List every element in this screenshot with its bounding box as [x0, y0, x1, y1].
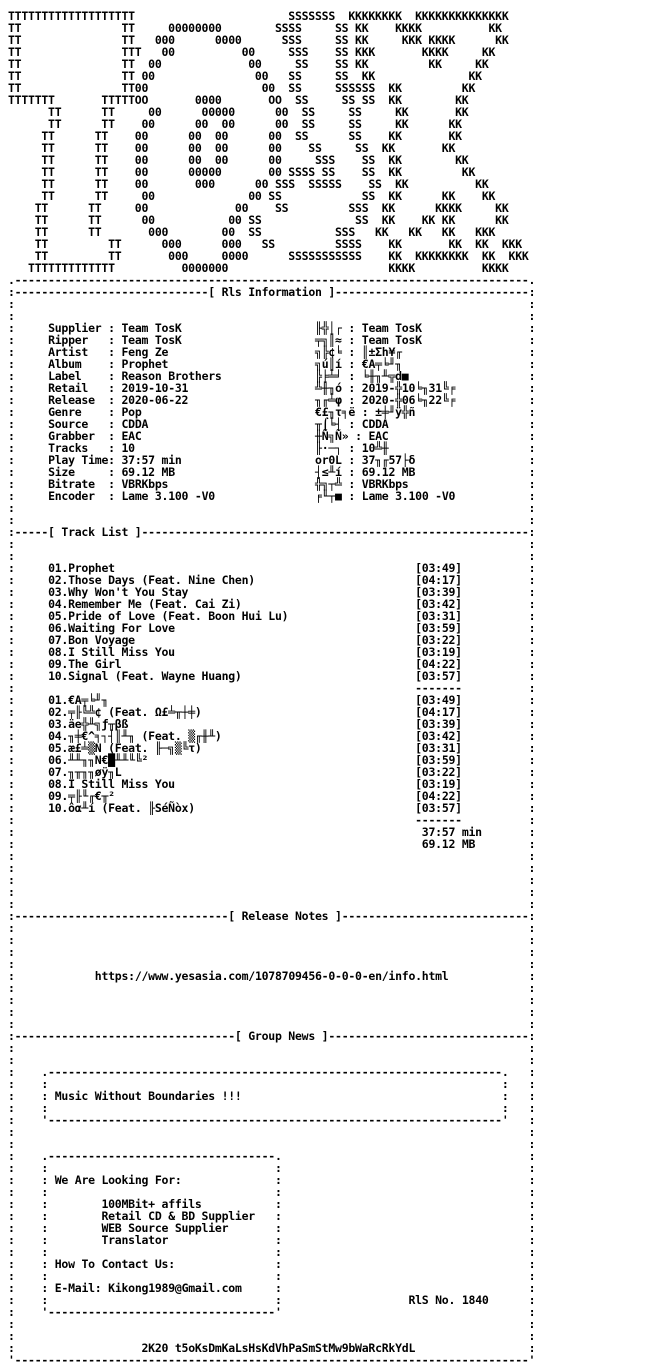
- track-title: 05.Pride of Love (Feat. Boon Hui Lu): [48, 609, 289, 623]
- info-value-garbled: Team TosK: [361, 333, 422, 347]
- info-value: EAC: [121, 429, 142, 443]
- release-notes-heading: [ Release Notes ]: [228, 909, 342, 923]
- info-value: 10: [121, 441, 135, 455]
- contact-heading-row: : : How To Contact Us: : :: [8, 1257, 536, 1271]
- looking-item: Retail CD & BD Supplier: [101, 1209, 255, 1223]
- track-duration: [03:31]: [415, 609, 462, 623]
- track-row: : 01.€A╤╘╜╖ [03:49] :: [8, 693, 536, 707]
- logo-art-line: TT TT 00 00 00 00 SS SS KK KK: [8, 141, 456, 155]
- group-news-heading: [ Group News ]: [234, 1029, 329, 1043]
- info-value-garbled: EAC: [368, 429, 389, 443]
- info-row: : Artist : Feng Ze ╗╠¢╘ : ║±Σh¥╓ :: [8, 345, 536, 359]
- track-duration: [04:22]: [415, 657, 462, 671]
- logo-art-line: TT TT 000 00 SS SSS KK KK KK KKK: [8, 225, 496, 239]
- track-duration: [04:22]: [415, 789, 462, 803]
- looking-item: 100MBit+ affils: [101, 1197, 202, 1211]
- nfo-text-document: [8, 10, 664, 1366]
- box-blank: : :: [8, 873, 536, 887]
- slogan-box-blank: : : : :: [8, 1077, 536, 1091]
- box-blank: : :: [8, 1317, 536, 1331]
- info-value-garbled: 10╩╫: [361, 441, 389, 455]
- track-row: : 01.Prophet [03:49] :: [8, 561, 536, 575]
- info-label: Bitrate: [48, 477, 95, 491]
- track-title: 03.äe╬╨╗ƒ╥βß: [48, 717, 129, 731]
- info-value-garbled: 37╖╓57├δ: [361, 453, 416, 467]
- track-row: : 09.╤╟╙╓€╥² [04:22] :: [8, 789, 536, 803]
- track-row: : 02.Those Days (Feat. Nine Chen) [04:17] :: [8, 573, 536, 587]
- slogan-row: : : Music Without Boundaries !!! : :: [8, 1089, 536, 1103]
- track-title: 06.╨╨╖╖N€█╨╨╙╚²: [48, 753, 149, 767]
- logo-art-line: TT TT 00 00 00 00 SSS SS KK KK: [8, 153, 469, 167]
- info-label-garbled: ╟╬│┌: [315, 321, 342, 335]
- track-duration: [03:22]: [415, 633, 462, 647]
- box-blank: : :: [8, 849, 536, 863]
- info-value: 2019-10-31: [121, 381, 189, 395]
- track-title: 10.Signal (Feat. Wayne Huang): [48, 669, 242, 683]
- info-value: Feng Ze: [121, 345, 169, 359]
- track-duration: [03:59]: [415, 753, 462, 767]
- info-label: Ripper: [48, 333, 89, 347]
- track-title: 05.æ£╧▒N (Feat. ╟─╗▒╚τ): [48, 741, 202, 755]
- info-value-garbled: VBRKbps: [361, 477, 409, 491]
- info-label-garbled: ╤╗║≈: [315, 333, 342, 347]
- info-value-garbled: 69.12 MB: [361, 465, 416, 479]
- logo-art-line: TT TT 00 00 00 00 SS SS KK KK: [8, 117, 462, 131]
- track-duration: [03:31]: [415, 741, 462, 755]
- looking-item-row: : : Retail CD & BD Supplier : :: [8, 1209, 536, 1223]
- total-time: 37:57 min: [421, 825, 482, 839]
- slogan-box-top: : .--------------------------------------------------------------------. :: [8, 1065, 536, 1079]
- track-row: : 03.äe╬╨╗ƒ╥βß [03:39] :: [8, 717, 536, 731]
- slogan-box-bottom: : '--------------------------------------------------------------------' :: [8, 1113, 536, 1127]
- info-value: Pop: [121, 405, 142, 419]
- track-title: 04.Remember Me (Feat. Cai Zi): [48, 597, 242, 611]
- info-value: Lame 3.100 -V0: [121, 489, 215, 503]
- track-title: 03.Why Won't You Stay: [48, 585, 189, 599]
- track-row: : 10.ôα╨í (Feat. ╟SéÑòx) [03:57] :: [8, 801, 536, 815]
- box-blank: : :: [8, 981, 536, 995]
- logo-art-line: TT TT 00 00000 00 SS SS KK KK: [8, 105, 469, 119]
- email-row: : : E-Mail: Kikong1989@Gmail.com : :: [8, 1281, 536, 1295]
- logo-art-line: TT TT 000 000 SS SSSS KK KK KK KKK: [8, 237, 522, 251]
- box-blank: : :: [8, 309, 536, 323]
- info-label-garbled: or0L: [315, 453, 342, 467]
- logo-art-line: TT TT 000 0000 SSSSSSSSSSS KK KKKKKKKK KK KKK: [8, 249, 529, 263]
- track-duration: [03:57]: [415, 801, 462, 815]
- info-row: : Play Time: 37:57 min or0L : 37╖╓57├δ :: [8, 453, 536, 467]
- track-separator: : ------- :: [8, 813, 536, 827]
- track-title: 02.╤╟╚╩¢ (Feat. Ω£╧╥┼╪): [48, 705, 202, 719]
- info-label: Supplier: [48, 321, 102, 335]
- box-blank: : :: [8, 1137, 536, 1151]
- track-duration: [03:57]: [415, 669, 462, 683]
- rls-no-value: 1840: [461, 1293, 489, 1307]
- logo-art-line: TT TT00 00 SS SSSSSS KK KK: [8, 81, 476, 95]
- logo-art-line: TT TT 00 00 SS SSS KK KKKK KK: [8, 201, 509, 215]
- info-value: Team TosK: [121, 333, 182, 347]
- logo-art-line: TT TT 000 0000 SSS SS KK KKK KKKK KK: [8, 33, 509, 47]
- box-blank: : :: [8, 921, 536, 935]
- info-label: Label: [48, 369, 82, 383]
- track-title: 08.I Still Miss You: [48, 645, 175, 659]
- logo-art-line: TT TT 00000000 SSSS SS KK KKKK KK: [8, 21, 502, 35]
- looking-heading-row: : : We Are Looking For: : :: [8, 1173, 536, 1187]
- info-value-garbled: 2019-╬10╘╖31╚╒: [361, 381, 456, 395]
- info-value: 2020-06-22: [121, 393, 189, 407]
- footer-signature: 2K20 t5oKsDmKaLsHsKdVhPaSmStMw9bWaRcRkYdL: [141, 1341, 416, 1355]
- info-value: 37:57 min: [121, 453, 182, 467]
- logo-art-line: TT TT 00 000 00 SSS SSSSS SS KK KK: [8, 177, 489, 191]
- info-value: Team TosK: [121, 321, 182, 335]
- track-duration: [03:22]: [415, 765, 462, 779]
- looking-box-blank: : : : :: [8, 1245, 536, 1259]
- info-row: : Supplier : Team TosK ╟╬│┌ : Team TosK :: [8, 321, 536, 335]
- info-label-garbled: ╥⌠╘┤: [315, 417, 342, 431]
- slogan-text: Music Without Boundaries !!!: [54, 1089, 242, 1103]
- info-row: : Encoder : Lame 3.100 -V0 ╒╙┬■ : Lame 3.100 -V0 :: [8, 489, 536, 503]
- logo-art-line: TT TT 00 00 SS SS KK KK KK KK: [8, 213, 509, 227]
- track-row: : 06.Waiting For Love [03:59] :: [8, 621, 536, 635]
- info-label: Release: [48, 393, 95, 407]
- info-value-garbled: CDDA: [361, 417, 389, 431]
- box-blank: : :: [8, 297, 536, 311]
- info-label-garbled: ╫Ñ╗Ñ»: [315, 429, 349, 443]
- total-time-row: : 37:57 min :: [8, 825, 536, 839]
- info-row: : Bitrate : VBRKbps ╬╗┬╩ : VBRKbps :: [8, 477, 536, 491]
- logo-art-line: TTTTTTT TTTTTOO 0000 OO SS SS SS KK KK: [8, 93, 469, 107]
- box-blank: : :: [8, 513, 536, 527]
- looking-item-row: : : 100MBit+ affils : :: [8, 1197, 536, 1211]
- track-list-heading-line: :-----[ Track List ]----------------------------------------------------------:: [8, 525, 536, 539]
- looking-item-row: : : Translator : :: [8, 1233, 536, 1247]
- info-value: Reason Brothers: [121, 369, 222, 383]
- looking-box-top: : .----------------------------------. :: [8, 1149, 536, 1163]
- track-duration: [04:17]: [415, 573, 462, 587]
- box-blank: : :: [8, 501, 536, 515]
- group-news-heading-line: :---------------------------------[ Group News ]------------------------------:: [8, 1029, 536, 1043]
- box-blank: : :: [8, 993, 536, 1007]
- info-label: Size: [48, 465, 75, 479]
- logo-art-line: TT TT 00 00 SS SS KK KK KK: [8, 57, 489, 71]
- info-value-garbled: ±╪╜ÿ╬ñ: [375, 405, 416, 419]
- info-row: : Size : 69.12 MB ┤≤╨í : 69.12 MB :: [8, 465, 536, 479]
- info-row: : Release : 2020-06-22 ╖╓╧φ : 2020-╬06╘╖22╚╒ :: [8, 393, 536, 407]
- email-label: E-Mail:: [54, 1281, 102, 1295]
- box-blank: : :: [8, 1329, 536, 1343]
- track-title: 01.Prophet: [48, 561, 115, 575]
- info-label-garbled: ┤≤╨í: [315, 465, 342, 479]
- track-row: : 07.Bon Voyage [03:22] :: [8, 633, 536, 647]
- track-title: 07.╖╥╖╖øÿ╖L: [48, 765, 122, 779]
- looking-box-blank: : : : :: [8, 1161, 536, 1175]
- release-notes-url[interactable]: https://www.yesasia.com/1078709456-0-0-0-en/info.html: [94, 969, 449, 983]
- track-row: : 05.Pride of Love (Feat. Boon Hui Lu) [03:31] :: [8, 609, 536, 623]
- info-value-garbled: ║±Σh¥╓: [361, 345, 402, 359]
- info-row: : Genre : Pop €£╖τ╕ё : ±╪╜ÿ╬ñ :: [8, 405, 536, 419]
- track-row: : 06.╨╨╖╖N€█╨╨╙╚² [03:59] :: [8, 753, 536, 767]
- info-value: CDDA: [121, 417, 149, 431]
- info-label: Source: [48, 417, 89, 431]
- logo-art-line: TT TT 00 00 SS SS KK KK: [8, 69, 482, 83]
- contact-heading: How To Contact Us:: [54, 1257, 175, 1271]
- info-row: : Tracks : 10 ╟·─┐ : 10╩╫ :: [8, 441, 536, 455]
- track-title: 08.I Still Miss You: [48, 777, 175, 791]
- looking-heading: We Are Looking For:: [54, 1173, 182, 1187]
- info-label: Tracks: [48, 441, 89, 455]
- info-label-garbled: €£╖τ╕ё: [315, 405, 356, 419]
- track-row: : 03.Why Won't You Stay [03:39] :: [8, 585, 536, 599]
- box-blank: : :: [8, 1053, 536, 1067]
- box-blank: : :: [8, 549, 536, 563]
- info-label-garbled: ╟·─┐: [315, 441, 342, 455]
- info-row: : Source : CDDA ╥⌠╘┤ : CDDA :: [8, 417, 536, 431]
- track-row: : 08.I Still Miss You [03:19] :: [8, 777, 536, 791]
- info-value-garbled: Lame 3.100 -V0: [361, 489, 456, 503]
- box-blank: : :: [8, 897, 536, 911]
- track-row: : 04.╖╪€^╕┐┤║╨╖ (Feat. ▒╓╫╨) [03:42] :: [8, 729, 536, 743]
- rls-no-label: RlS No.: [408, 1293, 456, 1307]
- info-label: Album: [48, 357, 82, 371]
- track-duration: [03:42]: [415, 597, 462, 611]
- info-value: 69.12 MB: [121, 465, 175, 479]
- track-duration: [03:19]: [415, 777, 462, 791]
- track-title: 09.The Girl: [48, 657, 122, 671]
- box-blank: : :: [8, 1005, 536, 1019]
- info-label-garbled: ╠╞╧╛: [315, 369, 342, 383]
- info-value-garbled: ╘╫╖╨╦d■: [361, 369, 409, 383]
- looking-item-row: : : WEB Source Supplier : :: [8, 1221, 536, 1235]
- track-title: 04.╖╪€^╕┐┤║╨╖ (Feat. ▒╓╫╨): [48, 729, 222, 743]
- box-top-border: .-----------------------------------------------------------------------------.: [8, 273, 536, 287]
- info-label-garbled: ╬╗┬╩: [315, 477, 342, 491]
- track-row: : 07.╖╥╖╖øÿ╖L [03:22] :: [8, 765, 536, 779]
- track-title: 10.ôα╨í (Feat. ╟SéÑòx): [48, 801, 195, 815]
- url-row: : https://www.yesasia.com/1078709456-0-0-0-en/info.html :: [8, 969, 536, 983]
- track-row: : 08.I Still Miss You [03:19] :: [8, 645, 536, 659]
- looking-box-blank: : : : :: [8, 1269, 536, 1283]
- track-row: : 09.The Girl [04:22] :: [8, 657, 536, 671]
- box-blank: : :: [8, 861, 536, 875]
- box-blank: : :: [8, 1017, 536, 1031]
- slogan-box-blank: : : : :: [8, 1101, 536, 1115]
- track-title: 01.€A╤╘╜╖: [48, 693, 109, 707]
- info-value: VBRKbps: [121, 477, 169, 491]
- logo-art-line: TT TTT 00 00 SSS SS KKK KKKK KK: [8, 45, 496, 59]
- info-label: Artist: [48, 345, 89, 359]
- total-size-row: : 69.12 MB :: [8, 837, 536, 851]
- email-address[interactable]: Kikong1989@Gmail.com: [108, 1281, 242, 1295]
- logo-art-line: TTTTTTTTTTTTT 0000000 KKKK KKKK: [8, 261, 509, 275]
- info-label: Retail: [48, 381, 89, 395]
- info-label-garbled: ╗╠¢╘: [315, 345, 342, 359]
- info-label-garbled: ╗ú║í: [315, 357, 342, 371]
- info-label: Grabber: [48, 429, 95, 443]
- logo-art-line: TTTTTTTTTTTTTTTTTTT SSSSSSS KKKKKKKK KKKKKKKKKKKKKK: [8, 9, 509, 23]
- info-label-garbled: ╖╓╧φ: [315, 393, 342, 407]
- info-row: : Grabber : EAC ╫Ñ╗Ñ» : EAC :: [8, 429, 536, 443]
- looking-item: WEB Source Supplier: [101, 1221, 229, 1235]
- track-duration: [03:59]: [415, 621, 462, 635]
- release-notes-heading-line: :--------------------------------[ Release Notes ]----------------------------:: [8, 909, 536, 923]
- logo-art-line: TT TT 00 00000 00 SSSS SS SS KK KK: [8, 165, 476, 179]
- box-blank: : :: [8, 537, 536, 551]
- info-value-garbled: 2020-╬06╘╖22╚╒: [361, 393, 456, 407]
- info-label: Genre: [48, 405, 82, 419]
- track-title: 06.Waiting For Love: [48, 621, 175, 635]
- track-separator: : ------- :: [8, 681, 536, 695]
- info-label-garbled: ╒╙┬■: [315, 489, 342, 503]
- box-blank: : :: [8, 945, 536, 959]
- box-blank: : :: [8, 933, 536, 947]
- box-blank: : :: [8, 885, 536, 899]
- track-duration: [04:17]: [415, 705, 462, 719]
- box-bottom-border: '-----------------------------------------------------------------------------': [8, 1353, 536, 1367]
- track-row: : 02.╤╟╚╩¢ (Feat. Ω£╧╥┼╪) [04:17] :: [8, 705, 536, 719]
- looking-item: Translator: [101, 1233, 169, 1247]
- info-value-garbled: Team TosK: [361, 321, 422, 335]
- logo-art-line: TT TT 00 00 SS SS KK KK KK: [8, 189, 496, 203]
- track-duration: [03:42]: [415, 729, 462, 743]
- track-duration: [03:39]: [415, 585, 462, 599]
- track-title: 09.╤╟╙╓€╥²: [48, 789, 115, 803]
- track-title: 02.Those Days (Feat. Nine Chen): [48, 573, 255, 587]
- rls-information-heading: [ Rls Information ]: [208, 285, 336, 299]
- logo-art-line: TT TT 00 00 00 00 SS SS KK KK: [8, 129, 462, 143]
- track-duration: [03:19]: [415, 645, 462, 659]
- info-label: Play Time: [48, 453, 109, 467]
- box-blank: : :: [8, 1125, 536, 1139]
- info-row: : Album : Prophet ╗ú║í : €A╤╘╜╖ :: [8, 357, 536, 371]
- looking-box-bottom: : '----------------------------------' :: [8, 1305, 536, 1319]
- track-duration: [03:39]: [415, 717, 462, 731]
- info-value: Prophet: [121, 357, 169, 371]
- track-row: : 10.Signal (Feat. Wayne Huang) [03:57] :: [8, 669, 536, 683]
- track-duration: [03:49]: [415, 561, 462, 575]
- rls-information-heading-line: :-----------------------------[ Rls Information ]-----------------------------:: [8, 285, 536, 299]
- track-list-heading: [ Track List ]: [48, 525, 142, 539]
- footer-row: : 2K20 t5oKsDmKaLsHsKdVhPaSmStMw9bWaRcRkYdL :: [8, 1341, 536, 1355]
- info-row: : Ripper : Team TosK ╤╗║≈ : Team TosK :: [8, 333, 536, 347]
- track-duration: [03:49]: [415, 693, 462, 707]
- box-blank: : :: [8, 1041, 536, 1055]
- rls-no-row: : : : RlS No. 1840 :: [8, 1293, 536, 1307]
- info-label: Encoder: [48, 489, 95, 503]
- box-blank: : :: [8, 957, 536, 971]
- track-title: 07.Bon Voyage: [48, 633, 135, 647]
- info-row: : Label : Reason Brothers ╠╞╧╛ : ╘╫╖╨╦d■ :: [8, 369, 536, 383]
- info-row: : Retail : 2019-10-31 ╩╫╖ó : 2019-╬10╘╖31╚╒ :: [8, 381, 536, 395]
- info-label-garbled: ╩╫╖ó: [315, 381, 342, 395]
- total-size: 69.12 MB: [421, 837, 476, 851]
- looking-box-blank: : : : :: [8, 1185, 536, 1199]
- info-value-garbled: €A╤╘╜╖: [361, 357, 402, 371]
- track-row: : 05.æ£╧▒N (Feat. ╟─╗▒╚τ) [03:31] :: [8, 741, 536, 755]
- track-row: : 04.Remember Me (Feat. Cai Zi) [03:42] :: [8, 597, 536, 611]
